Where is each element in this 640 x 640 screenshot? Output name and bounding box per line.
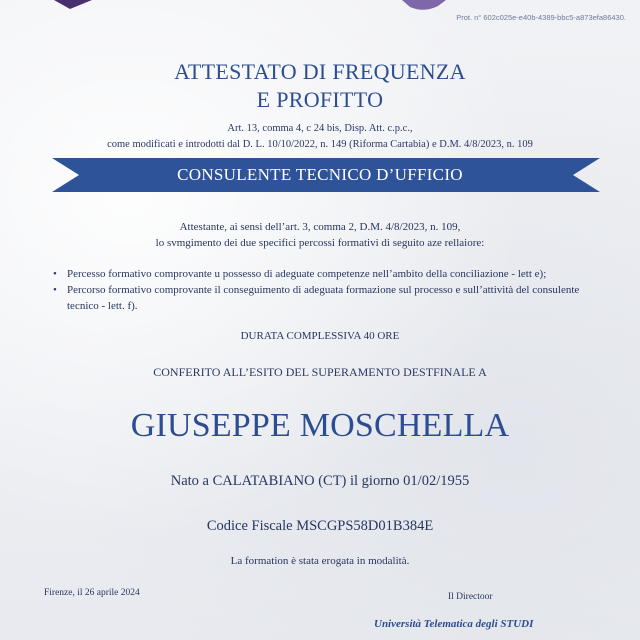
signatory-title: Il Directoor <box>448 592 493 602</box>
list-item <box>50 266 612 282</box>
place-and-date: Firenze, il 26 aprile 2024 <box>44 588 140 598</box>
course-list <box>50 266 612 314</box>
course-duration: DURATA COMPLESSIVA 40 ORE <box>240 330 400 342</box>
recipient-name: GIUSEPPE MOSCHELLA <box>130 407 510 444</box>
attestation-line1: Attestante, ai sensi dell’art. 3, comma 2, D.M. 4/8/2023, n. 109, <box>179 221 461 233</box>
course-text: Percorso formativo comprovante il conseguimento di adeguata formazione sul processo e sull’attività del consulente tecnico - lett. f). <box>67 284 580 312</box>
role-banner <box>0 158 640 192</box>
institution-name: Università Telematica degli STUDI <box>374 618 534 630</box>
delivery-mode: La formation è stata erogata in modalità. <box>230 555 410 567</box>
document-title-line2: E PROFITTO <box>256 87 384 112</box>
legal-reference-line2: come modificati e introdotti dal D. L. 10/10/2022, n. 149 (Riforma Cartabia) e D.M. 4/8/2023, n. 109 <box>107 139 533 150</box>
conferral-statement: CONFERITO ALL’ESITO DEL SUPERAMENTO DESTFINALE A <box>153 365 487 379</box>
birth-info: Nato a CALATABIANO (CT) il giorno 01/02/1955 <box>170 473 470 489</box>
list-item <box>50 282 612 314</box>
protocol-number: Prot. n° 602c025e-e40b-4389-bbc5-a873efa86430. <box>456 13 626 22</box>
tax-code: Codice Fiscale MSCGPS58D01B384E <box>206 518 434 534</box>
attestation-line2: lo svmgimento dei due specifici percossi formativi di seguito aze rellaiore: <box>155 237 485 249</box>
bullet-icon: • <box>53 284 57 296</box>
role-title: CONSULENTE TECNICO D’UFFICIO <box>177 165 463 184</box>
bullet-icon: • <box>53 268 57 280</box>
document-title-line1: ATTESTATO DI FREQUENZA <box>174 59 466 84</box>
legal-reference-line1: Art. 13, comma 4, c 24 bis, Disp. Att. c.p.c., <box>227 123 413 134</box>
course-text: Percesso formativo comprovante u possesso di adeguate competenze nell’ambito della conciliazione - lett e); <box>67 268 547 280</box>
